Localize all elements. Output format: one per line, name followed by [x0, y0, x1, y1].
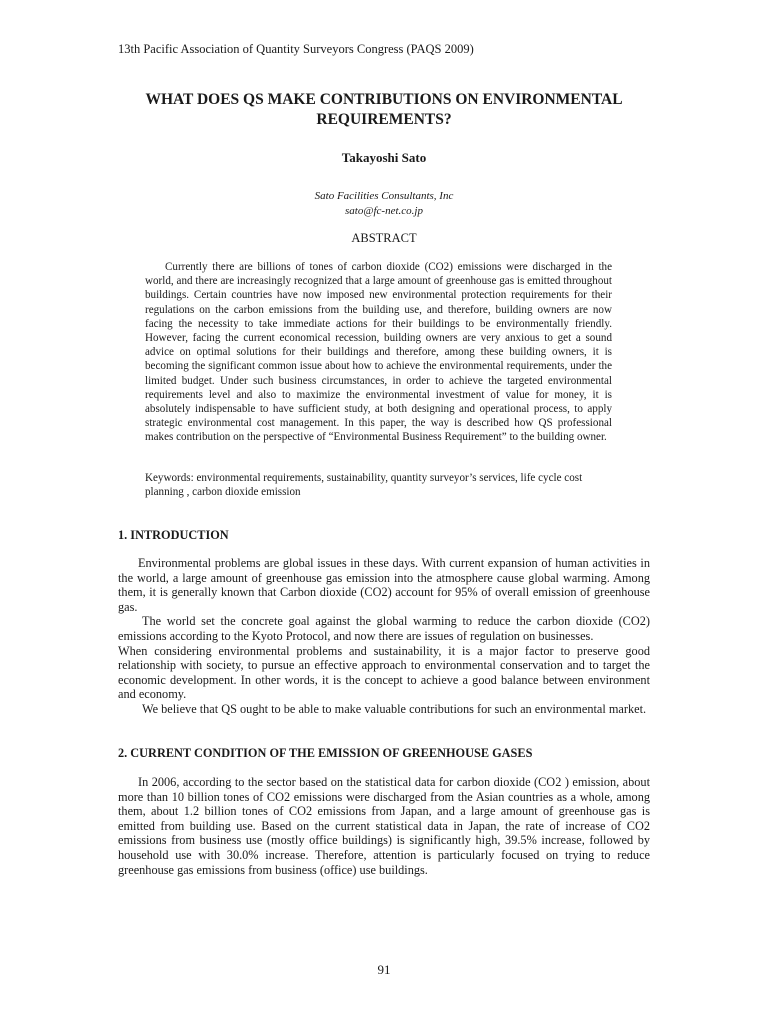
affiliation-org: Sato Facilities Consultants, Inc — [314, 190, 454, 202]
affiliation-email[interactable]: sato@fc-net.co.jp — [345, 205, 423, 217]
abstract-text: Currently there are billions of tones of carbon dioxide (CO2) emissions were discharged in the world, and there are increasingly recognized that a large amount of greenhouse gas is emitted throughout buildings. Certain countries have now imposed new environmental protection requirements for their regulations on the carbon emissions from the building use, and therefore, building owners are now facing the necessity to take immediate actions for their buildings to be environmentally friendly. However, facing the current economical recession, building owners are very anxious to get a sound advice on optimal solutions for their buildings and therefore, among these building owners, it is becoming the significant common issue about how to achieve the environmental requirements, under the limited budget. Under such business circumstances, in order to achieve the targeted environmental requirements level and also to maximize the environmental investment of value for money, it is absolutely indispensable to have sufficient study, at both designing and operational process, to apply strategic environmental cost management. In this paper, the way is described how QS professional makes contribution on the perspective of “Environmental Business Requirement” to the building owner. — [145, 261, 612, 444]
page-number: 91 — [377, 962, 391, 977]
paragraph: Environmental problems are global issues in these days. With current expansion of human activities in the world, a large amount of greenhouse gas emission into the atmosphere cause global warming. Among them, it is generally known that Carbon dioxide (CO2) account for 95% of overall emission of greenhouse gas. — [118, 556, 650, 614]
title-line-1: WHAT DOES QS MAKE CONTRIBUTIONS ON ENVIRONMENTAL — [145, 91, 623, 108]
keywords: Keywords: environmental requirements, sustainability, quantity surveyor’s services, life cycle cost planning , carbon dioxide emission — [145, 472, 583, 499]
section-heading-greenhouse: 2. CURRENT CONDITION OF THE EMISSION OF GREENHOUSE GASES — [118, 746, 533, 760]
abstract-heading: ABSTRACT — [351, 231, 417, 245]
paragraph: We believe that QS ought to be able to make valuable contributions for such an environmental market. — [142, 701, 647, 716]
section-heading-introduction: 1. INTRODUCTION — [118, 528, 229, 542]
paper-title — [118, 90, 650, 130]
affiliation — [118, 189, 650, 219]
section-body-introduction — [118, 556, 650, 717]
title-line-2: REQUIREMENTS? — [316, 111, 452, 128]
paragraph: When considering environmental problems and sustainability, it is a major factor to preserve good relationship with society, to pursue an effective approach to environmental conservation and to target the economic development. In other words, it is the concept to achieve a good balance between environment and economy. — [118, 643, 650, 702]
paragraph: The world set the concrete goal against the global warming to reduce the carbon dioxide (CO2) emissions according to the Kyoto Protocol, and now there are issues of regulation on businesses. — [118, 614, 650, 643]
running-header: 13th Pacific Association of Quantity Surveyors Congress (PAQS 2009) — [118, 42, 474, 56]
paragraph: In 2006, according to the sector based on the statistical data for carbon dioxide (CO2 ) emission, about more than 10 billion tones of CO2 emissions were discharged from the Asian countries as a whole, among them, about 1.2 billion tones of CO2 emissions from Japan, and a large amount of greenhouse gas is emitted from building use. Based on the current statistical data in Japan, the rate of increase of CO2 emissions from business use (mostly office buildings) is significantly high, 39.5% increase, followed by household use with 30.0% increase. Therefore, attention is particularly focused on trying to reduce greenhouse gas emissions from business (office) use buildings. — [118, 775, 650, 877]
author-name: Takayoshi Sato — [341, 150, 427, 165]
section-body-greenhouse — [118, 775, 650, 877]
